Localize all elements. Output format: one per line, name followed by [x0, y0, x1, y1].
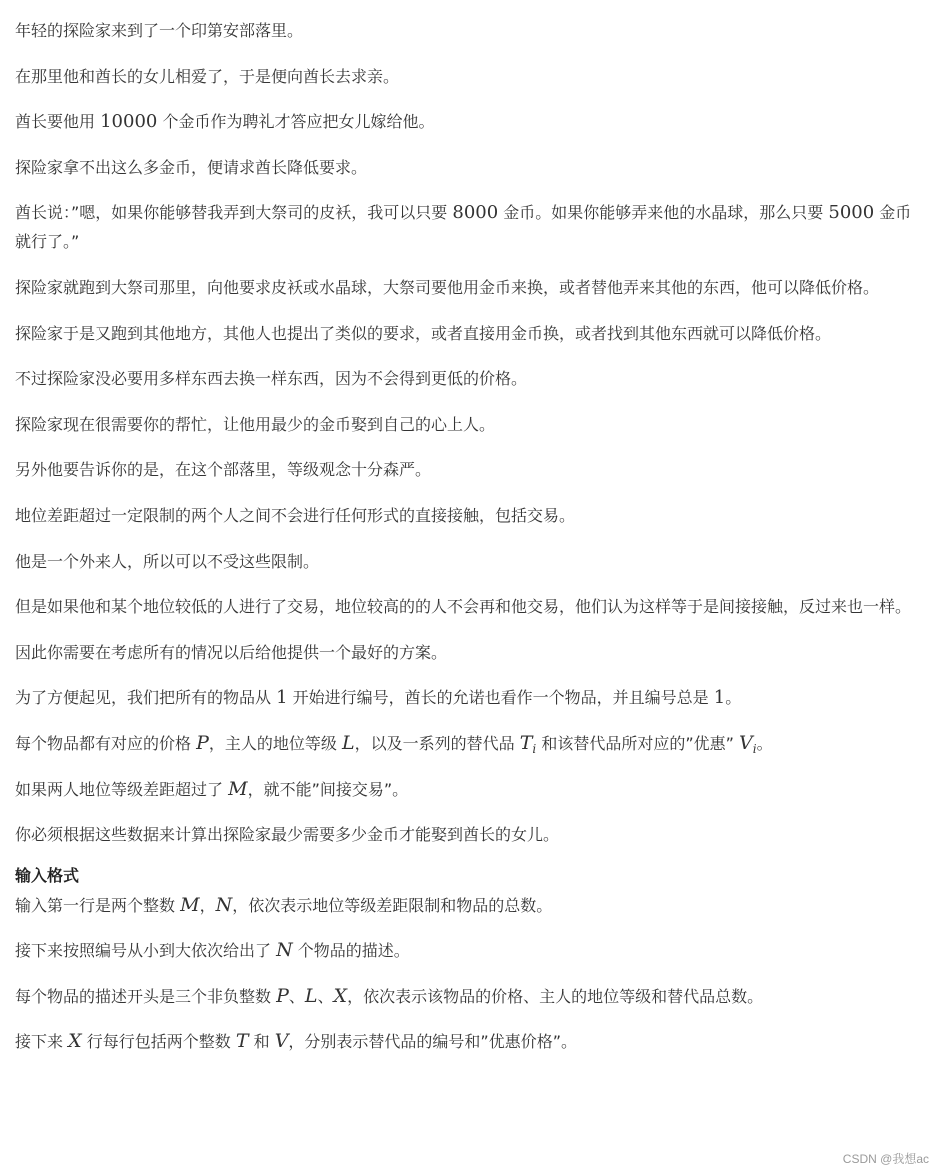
paragraph: 地位差距超过一定限制的两个人之间不会进行任何形式的直接接触，包括交易。 [15, 505, 576, 525]
paragraph: 另外他要告诉你的是，在这个部落里，等级观念十分森严。 [15, 460, 432, 480]
number: 10000 [100, 111, 158, 133]
math-variable: $T_i$ [519, 731, 537, 756]
paragraph: 探险家就跑到大祭司那里，向他要求皮袄或水晶球，大祭司要他用金币来换，或者替他弄来其他的东西，他可以降低价格。 [15, 277, 880, 297]
paragraph: 酋长说：”嗯，如果你能够替我弄到大祭司的皮袄，我可以只要 8000 金币。如果你能够弄来他的水晶球，那么只要 5000 金币就行了。” [15, 202, 912, 252]
paragraph: 为了方便起见，我们把所有的物品从 1 开始进行编号，酋长的允诺也看作一个物品，并且编号总是 1。 [15, 687, 742, 709]
paragraph: 接下来 X 行每行包括两个整数 T 和 V，分别表示替代品的编号和”优惠价格”。 [15, 1030, 578, 1053]
math-variable: X [333, 984, 348, 1007]
paragraph: 每个物品的描述开头是三个非负整数 P、L、X，依次表示该物品的价格、主人的地位等级和替代品总数。 [15, 984, 764, 1007]
math-variable: N [215, 893, 233, 916]
paragraph: 你必须根据这些数据来计算出探险家最少需要多少金币才能娶到酋长的女儿。 [15, 825, 560, 845]
number: 5000 [828, 202, 875, 224]
paragraph: 年轻的探险家来到了一个印第安部落里。 [15, 21, 304, 40]
number: 1 [713, 687, 726, 709]
paragraph: 因此你需要在考虑所有的情况以后给他提供一个最好的方案。 [15, 642, 448, 662]
paragraph: 探险家现在很需要你的帮忙，让他用最少的金币娶到自己的心上人。 [15, 414, 496, 434]
math-variable: V [274, 1030, 289, 1053]
paragraph: 他是一个外来人，所以可以不受这些限制。 [15, 551, 320, 571]
math-variable: L [341, 731, 355, 754]
math-variable: P [196, 731, 209, 754]
math-variable: $V_i$ [739, 731, 757, 756]
csdn-watermark: CSDN @我想ac [842, 1152, 929, 1166]
math-variable: L [304, 984, 318, 1007]
math-variable: M [228, 777, 248, 800]
paragraph: 每个物品都有对应的价格 P，主人的地位等级 L，以及一系列的替代品 $T_i$ 和该替代品所对应的”优惠” $V_i$。 [15, 731, 773, 756]
number: 1 [276, 687, 288, 709]
paragraph: 输入第一行是两个整数 M，N，依次表示地位等级差距限制和物品的总数。 [15, 893, 553, 916]
paragraph: 探险家于是又跑到其他地方，其他人也提出了类似的要求，或者直接用金币换，或者找到其他东西就可以降低价格。 [15, 323, 832, 343]
math-variable: M [180, 893, 200, 916]
paragraph: 酋长要他用 10000 个金币作为聘礼才答应把女儿嫁给他。 [15, 111, 435, 133]
paragraph: 接下来按照编号从小到大依次给出了 N 个物品的描述。 [15, 939, 410, 962]
math-variable: N [276, 939, 293, 962]
number: 8000 [452, 202, 499, 224]
math-variable: T [235, 1030, 249, 1053]
document-body [15, 16, 920, 1073]
paragraph: 但是如果他和某个地位较低的人进行了交易，地位较高的的人不会再和他交易，他们认为这样等于是间接接触，反过来也一样。 [15, 597, 912, 617]
paragraph: 如果两人地位等级差距超过了 M，就不能”间接交易”。 [15, 777, 409, 800]
math-variable: X [68, 1030, 82, 1053]
paragraph: 在那里他和酋长的女儿相爱了，于是便向酋长去求亲。 [15, 66, 400, 86]
paragraph: 探险家拿不出这么多金币，便请求酋长降低要求。 [15, 157, 368, 177]
paragraph: 不过探险家没必要用多样东西去换一样东西，因为不会得到更低的价格。 [15, 369, 528, 389]
section-heading: 输入格式 [15, 865, 80, 885]
math-variable: P [276, 984, 289, 1007]
